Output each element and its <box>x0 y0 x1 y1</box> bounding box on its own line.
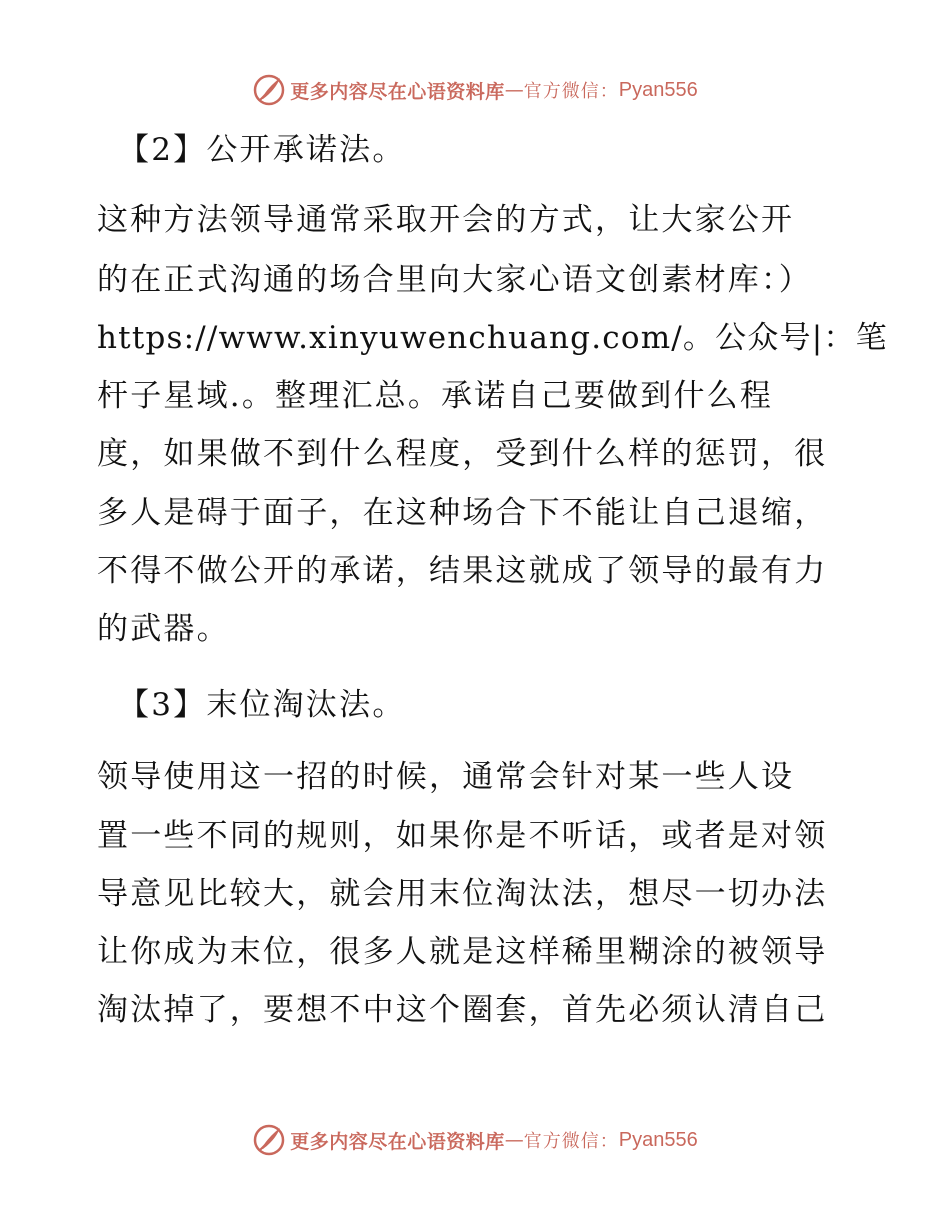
quill-pen-icon <box>252 73 286 107</box>
section-2-line: 度，如果做不到什么程度，受到什么样的惩罚，很 <box>97 436 828 472</box>
watermark-wechat-id: Pyan556 <box>618 1128 698 1151</box>
section-3-line: 导意见比较大，就会用末位淘汰法，想尽一切办法 <box>97 876 828 912</box>
watermark-separator: — <box>504 1129 524 1151</box>
watermark-wechat-id: Pyan556 <box>618 78 698 101</box>
header-watermark <box>0 70 950 110</box>
section-2-heading: 【2】公开承诺法。 <box>118 132 406 168</box>
section-2-line: 不得不做公开的承诺，结果这就成了领导的最有力 <box>97 553 828 589</box>
quill-pen-icon <box>252 1123 286 1157</box>
section-2-line: https://www.xinyuwenchuang.com/。公众号|：笔 <box>97 320 888 356</box>
section-3-heading: 【3】末位淘汰法。 <box>118 687 406 723</box>
watermark-official-label: 官方微信： <box>523 1131 619 1152</box>
section-3-line: 淘汰掉了，要想不中这个圈套，首先必须认清自己 <box>97 992 828 1028</box>
section-2-line: 杆子星域.。整理汇总。承诺自己要做到什么程 <box>97 378 774 414</box>
section-3-line: 领导使用这一招的时候，通常会针对某一些人设 <box>97 759 795 795</box>
section-2-line: 多人是碍于面子，在这种场合下不能让自己退缩， <box>97 495 828 531</box>
watermark-separator: — <box>504 79 524 101</box>
watermark-official-label: 官方微信： <box>523 81 619 102</box>
watermark-text: 更多内容尽在心语资料库 <box>290 1130 505 1153</box>
watermark-text: 更多内容尽在心语资料库 <box>290 80 505 103</box>
section-2-line: 的武器。 <box>97 611 230 647</box>
section-2-line: 的在正式沟通的场合里向大家心语文创素材库：） <box>97 262 812 298</box>
section-3-line: 让你成为末位，很多人就是这样稀里糊涂的被领导 <box>97 934 828 970</box>
footer-watermark <box>0 1120 950 1160</box>
section-3-line: 置一些不同的规则，如果你是不听话，或者是对领 <box>97 818 828 854</box>
section-2-line: 这种方法领导通常采取开会的方式，让大家公开 <box>97 202 795 238</box>
